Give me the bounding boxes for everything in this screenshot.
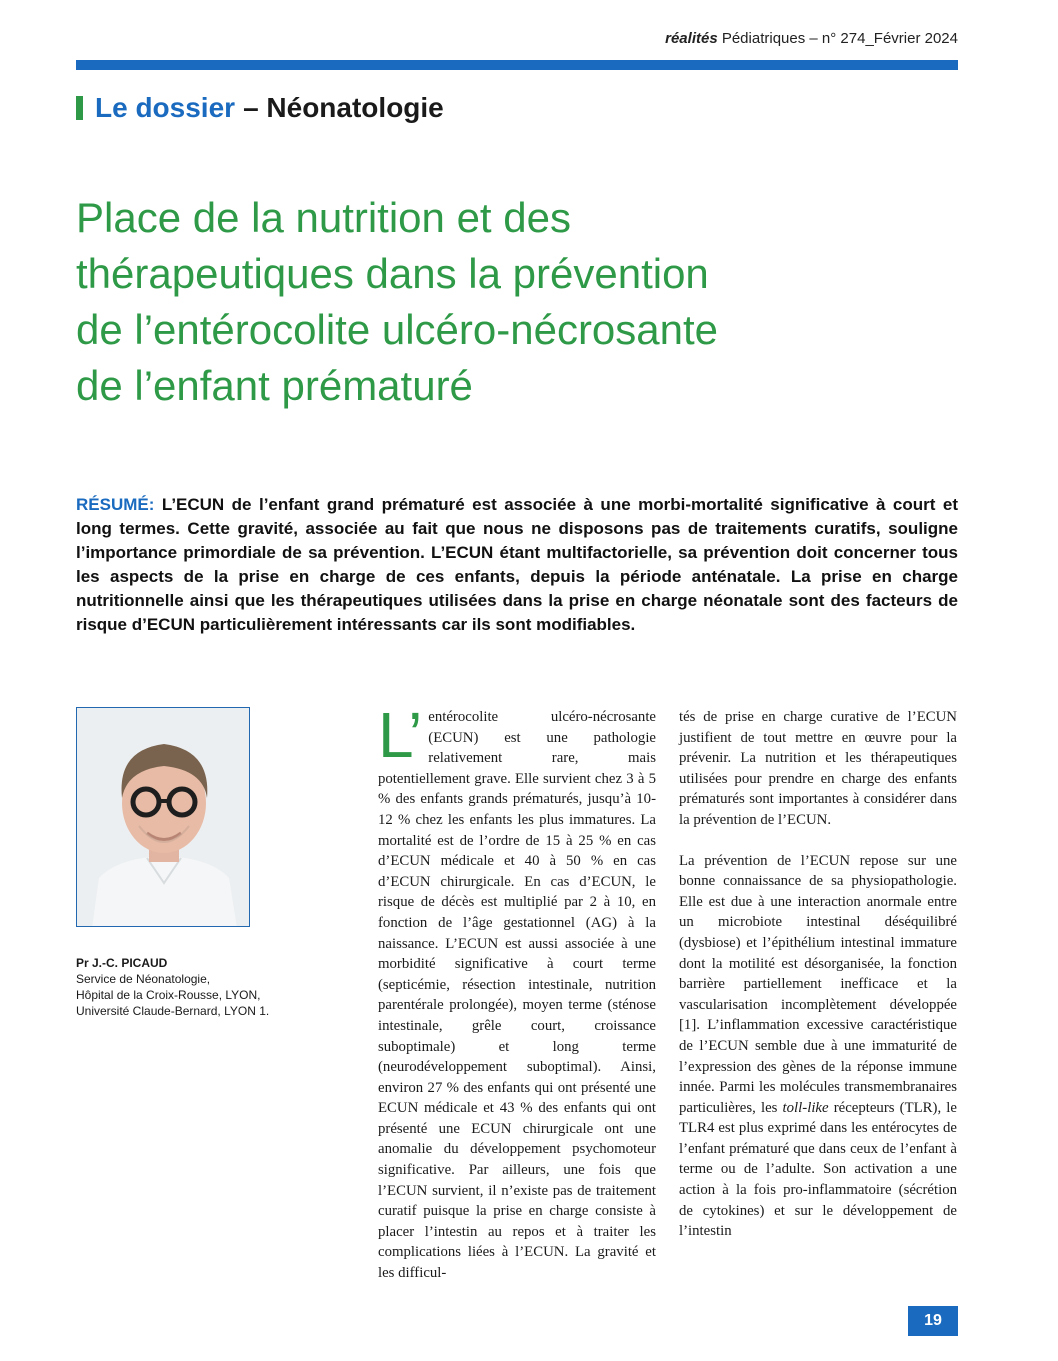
author-affiliation: Université Claude-Bernard, LYON 1. [76, 1004, 270, 1018]
paragraph-text: entérocolite ulcéro-nécrosante (ECUN) est une pathologie relativement rare, mais potentiellement grave. Elle survient chez 3 à 5 % des enfants grands prématurés, jusqu’à 10-12 % chez les enfants les plus immatures. La mortalité est de l’ordre de 15 à 25 % en cas d’ECUN médicale et 40 à 50 % en cas d’ECUN chirurgicale. En cas d’ECUN, le risque de décès est multiplié par 2 à 10, en fonction de l’âge gestationnel (AG) à la naissance. L’ECUN est aussi associée à une morbidité significative à court terme (septicémie, résection intestinale, nutrition parentérale prolongée), moyen terme (sténose intestinale, grêle court, croissance suboptimale) et long terme (neurodéveloppement suboptimal). Ainsi, environ 27 % des enfants qui ont présenté une ECUN médicale et 43 % des enfants qui ont présenté une ECUN chirurgicale ont une anomalie du développement psychomoteur significative. Par ailleurs, une fois que l’ECUN survient, il n’existe pas de traitement curatif puisque la prise en charge consiste à placer l’intestin au repos et à traiter les complications liées à l’ECUN. La gravité et les difficul- [378, 709, 656, 1282]
header-rule [76, 60, 958, 70]
journal-brand: réalités [665, 30, 718, 47]
body-column-2 [679, 707, 957, 1242]
journal-issue: Pédiatriques – n° 274_Février 2024 [717, 30, 958, 47]
author-affiliation: Hôpital de la Croix-Rousse, LYON, [76, 988, 261, 1002]
title-line: thérapeutiques dans la prévention [76, 250, 709, 297]
section-title: Le dossier [95, 92, 236, 123]
abstract [76, 493, 958, 637]
author-block [76, 955, 306, 1019]
body-column-1 [378, 699, 656, 1284]
title-line: de l’entérocolite ulcéro-nécrosante [76, 306, 719, 353]
title-line: Place de la nutrition et des [76, 194, 571, 241]
section-subtitle: – Néonatologie [243, 92, 444, 123]
body-paragraph: tés de prise en charge curative de l’ECUN justifient de tout mettre en œuvre pour la prévenir. La nutrition et les thérapeutiques utilisées pour prendre en charge des enfants prématurés sont importantes à considérer dans la prévention de l’ECUN. [679, 709, 957, 828]
italic-term: toll-like [782, 1099, 829, 1116]
drop-cap: L’ [378, 699, 421, 771]
abstract-text: L’ECUN de l’enfant grand prématuré est associée à une morbi-mortalité significative à court et long termes. Cette gravité, associée au fait que nous ne disposons pas de traitements curatifs, souligne l’importance primordiale de sa prévention. L’ECUN étant multifactorielle, sa prévention doit concerner tous les aspects de la prise en charge de ces enfants, depuis la période anténatale. La prise en charge nutritionnelle ainsi que les thérapeutiques utilisées dans la prise en charge néonatale sont des facteurs de risque d’ECUN particulièrement intéressants car ils sont modifiables. [76, 495, 958, 634]
abstract-label: RÉSUMÉ: [76, 495, 155, 514]
paragraph-text: La prévention de l’ECUN repose sur une bonne connaissance de sa physiopathologie. Elle est due à une interaction anormale entre un microbiote intestinal déséquilibré (dysbiose) et l’épithélium intestinal immature dont la motilité est désorganisée, la fonction barrière partiellement inefficace et la vascularisation incomplètement développée [1]. L’inflammation excessive caractéristique de l’ECUN semble due à une immaturité de l’expression des gènes de la réponse immune innée. Parmi les molécules transmembranaires particulières, les [679, 852, 957, 1116]
paragraph-text: récepteurs (TLR), le TLR4 est plus exprimé dans les entérocytes de l’enfant prématuré que dans ceux de l’enfant à terme ou de l’adulte. Son activation a une action à la fois pro-inflammatoire (sécrétion de cytokines) et sur le développement de l’intestin [679, 1099, 957, 1240]
author-name: Pr J.-C. PICAUD [76, 956, 168, 970]
page-number: 19 [908, 1306, 958, 1336]
body-paragraph [378, 699, 656, 1284]
section-heading [76, 92, 444, 124]
journal-header [665, 30, 958, 47]
author-photo [76, 707, 250, 927]
section-marker [76, 96, 83, 120]
body-paragraph [679, 851, 957, 1242]
title-line: de l’enfant prématuré [76, 362, 473, 409]
article-title [76, 190, 956, 414]
author-affiliation: Service de Néonatologie, [76, 972, 211, 986]
author-portrait-illustration [77, 708, 250, 927]
